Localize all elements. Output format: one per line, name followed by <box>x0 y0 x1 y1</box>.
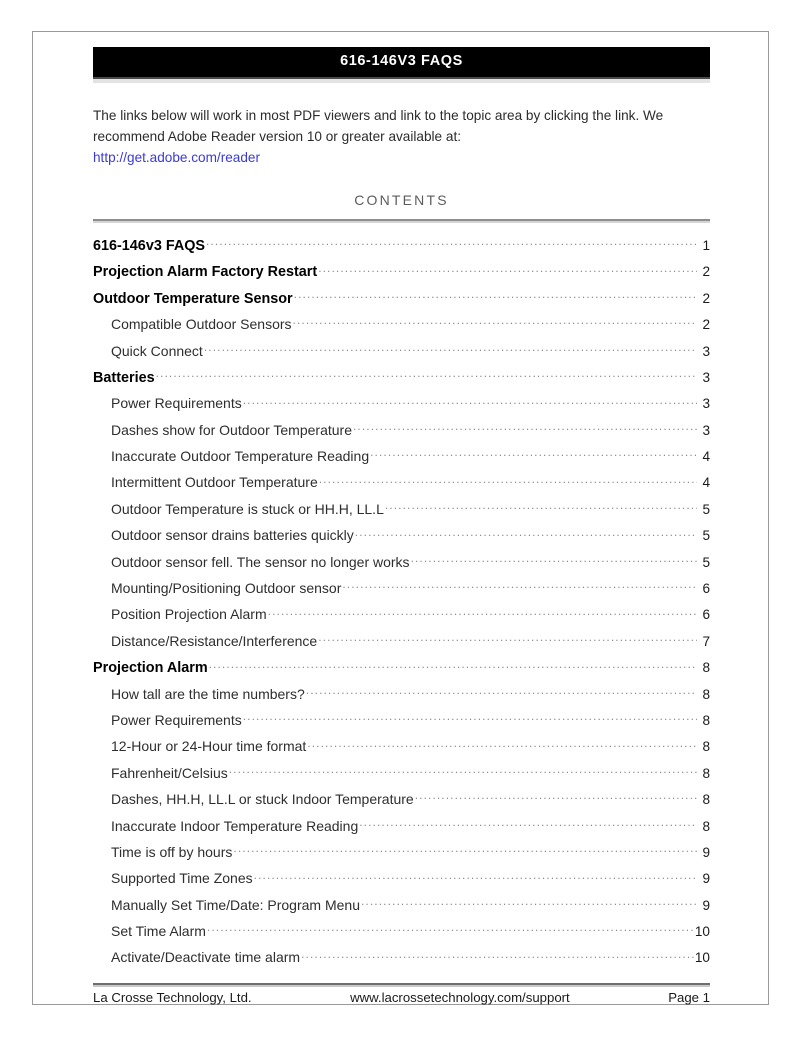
toc-entry[interactable] <box>93 841 710 867</box>
footer-page-number: Page 1 <box>668 990 710 1005</box>
toc-leader-dots <box>318 630 697 646</box>
toc-entry-label: Dashes show for Outdoor Temperature <box>111 421 352 438</box>
toc-entry-label: Outdoor Temperature Sensor <box>93 290 293 307</box>
toc-entry-page-number: 8 <box>702 686 710 702</box>
toc-leader-dots <box>342 577 697 593</box>
toc-leader-dots <box>370 445 697 461</box>
toc-leader-dots <box>307 735 697 751</box>
toc-entry-label: Time is off by hours <box>111 843 233 860</box>
toc-leader-dots <box>359 815 697 831</box>
toc-entry-page-number: 8 <box>702 765 710 781</box>
toc-entry-label: Supported Time Zones <box>111 870 253 887</box>
toc-leader-dots <box>243 709 697 725</box>
toc-leader-dots <box>293 313 697 329</box>
toc-leader-dots <box>294 287 697 303</box>
toc-entry[interactable] <box>93 946 710 972</box>
toc-entry-label: Inaccurate Indoor Temperature Reading <box>111 817 359 834</box>
toc-entry[interactable] <box>93 366 710 392</box>
toc-entry-page-number: 2 <box>702 264 710 280</box>
toc-entry-page-number: 1 <box>702 237 710 253</box>
toc-entry-label: Compatible Outdoor Sensors <box>111 316 292 333</box>
toc-entry-label: How tall are the time numbers? <box>111 685 305 702</box>
toc-entry[interactable] <box>93 630 710 656</box>
toc-leader-dots <box>319 471 697 487</box>
toc-entry[interactable] <box>93 683 710 709</box>
toc-entry[interactable] <box>93 709 710 735</box>
toc-entry-page-number: 5 <box>702 554 710 570</box>
toc-entry-page-number: 8 <box>702 660 710 676</box>
toc-entry-label: Quick Connect <box>111 342 203 359</box>
toc-entry-label: Distance/Resistance/Interference <box>111 632 318 649</box>
toc-entry[interactable] <box>93 234 710 260</box>
toc-leader-dots <box>243 392 697 408</box>
adobe-reader-link[interactable]: http://get.adobe.com/reader <box>93 149 261 165</box>
contents-heading: CONTENTS <box>354 191 449 208</box>
toc-entry[interactable] <box>93 894 710 920</box>
toc-entry-label: Manually Set Time/Date: Program Menu <box>111 896 360 913</box>
toc-entry[interactable] <box>93 419 710 445</box>
toc-entry-label: Outdoor sensor drains batteries quickly <box>111 527 354 544</box>
toc-entry-label: Mounting/Positioning Outdoor sensor <box>111 580 342 597</box>
toc-entry-label: Power Requirements <box>111 711 242 728</box>
toc-leader-dots <box>301 946 694 962</box>
toc-entry-page-number: 2 <box>702 290 710 306</box>
toc-leader-dots <box>306 683 697 699</box>
toc-entry[interactable] <box>93 577 710 603</box>
toc-entry-page-number: 10 <box>694 924 710 940</box>
toc-entry[interactable] <box>93 788 710 814</box>
toc-leader-dots <box>254 867 697 883</box>
toc-entry-label: Projection Alarm Factory Restart <box>93 264 318 281</box>
toc-entry-page-number: 3 <box>702 343 710 359</box>
footer-divider-light <box>93 985 710 987</box>
toc-leader-dots <box>415 788 697 804</box>
toc-entry-page-number: 7 <box>702 633 710 649</box>
intro-paragraph <box>93 105 683 168</box>
toc-entry[interactable] <box>93 603 710 629</box>
toc-entry-page-number: 8 <box>702 712 710 728</box>
toc-entry[interactable] <box>93 524 710 550</box>
intro-text: The links below will work in most PDF viewers and link to the topic area by clicking the link. We recommend Adobe Reader version 10 or greater available at: <box>93 107 664 144</box>
toc-entry-label: Inaccurate Outdoor Temperature Reading <box>111 448 370 465</box>
toc-entry-label: Dashes, HH.H, LL.L or stuck Indoor Temperature <box>111 791 414 808</box>
toc-entry-page-number: 6 <box>702 581 710 597</box>
toc-entry[interactable] <box>93 498 710 524</box>
toc-entry-page-number: 5 <box>702 501 710 517</box>
toc-entry-page-number: 9 <box>702 871 710 887</box>
toc-entry[interactable] <box>93 260 710 286</box>
footer-company: La Crosse Technology, Ltd. <box>93 990 252 1005</box>
toc-entry-label: Projection Alarm <box>93 660 208 677</box>
toc-entry-page-number: 8 <box>702 792 710 808</box>
toc-entry-label: 616-146v3 FAQS <box>93 237 205 254</box>
toc-entry[interactable] <box>93 392 710 418</box>
document-title-bar <box>93 47 710 83</box>
toc-entry-label: Set Time Alarm <box>111 923 206 940</box>
toc-entry-label: Power Requirements <box>111 395 242 412</box>
page-content <box>93 47 710 973</box>
toc-leader-dots <box>385 498 697 514</box>
toc-entry-label: Intermittent Outdoor Temperature <box>111 474 318 491</box>
toc-leader-dots <box>206 234 697 250</box>
toc-leader-dots <box>156 366 697 382</box>
toc-entry[interactable] <box>93 471 710 497</box>
toc-entry[interactable] <box>93 920 710 946</box>
toc-entry[interactable] <box>93 313 710 339</box>
toc-leader-dots <box>361 894 697 910</box>
toc-entry[interactable] <box>93 287 710 313</box>
toc-entry-label: Outdoor sensor fell. The sensor no longer works <box>111 553 410 570</box>
toc-entry[interactable] <box>93 445 710 471</box>
toc-entry[interactable] <box>93 815 710 841</box>
toc-entry-page-number: 3 <box>702 369 710 385</box>
toc-entry-label: Batteries <box>93 369 155 386</box>
toc-entry-page-number: 9 <box>702 897 710 913</box>
toc-entry-page-number: 3 <box>702 396 710 412</box>
toc-entry-page-number: 4 <box>702 449 710 465</box>
toc-leader-dots <box>207 920 694 936</box>
toc-entry-page-number: 9 <box>702 844 710 860</box>
toc-leader-dots <box>411 551 697 567</box>
contents-divider-light <box>93 221 710 223</box>
toc-entry-page-number: 5 <box>702 528 710 544</box>
toc-entry-page-number: 2 <box>702 317 710 333</box>
toc-entry[interactable] <box>93 340 710 366</box>
toc-leader-dots <box>233 841 697 857</box>
toc-entry[interactable] <box>93 656 710 682</box>
title-bar-shadow-light <box>93 79 710 83</box>
toc-entry[interactable] <box>93 867 710 893</box>
toc-leader-dots <box>204 340 697 356</box>
toc-entry[interactable] <box>93 762 710 788</box>
toc-entry-page-number: 6 <box>702 607 710 623</box>
toc-entry-page-number: 10 <box>694 950 710 966</box>
toc-entry-page-number: 3 <box>702 422 710 438</box>
toc-entry-label: Position Projection Alarm <box>111 606 267 623</box>
toc-entry-page-number: 8 <box>702 818 710 834</box>
document-title: 616-146V3 FAQS <box>93 47 710 77</box>
document-page <box>32 31 769 1005</box>
toc-entry-label: 12-Hour or 24-Hour time format <box>111 738 307 755</box>
toc-entry-label: Activate/Deactivate time alarm <box>111 949 301 966</box>
toc-leader-dots <box>229 762 697 778</box>
toc-leader-dots <box>353 419 697 435</box>
toc-entry-label: Outdoor Temperature is stuck or HH.H, LL.L <box>111 500 384 517</box>
toc-entry-page-number: 8 <box>702 739 710 755</box>
toc-entry-label: Fahrenheit/Celsius <box>111 764 228 781</box>
toc-entry[interactable] <box>93 551 710 577</box>
page-footer <box>93 990 710 1005</box>
toc-leader-dots <box>355 524 697 540</box>
toc-leader-dots <box>268 603 697 619</box>
toc-entry-page-number: 4 <box>702 475 710 491</box>
footer-support-url: www.lacrossetechnology.com/support <box>350 990 570 1005</box>
toc-leader-dots <box>209 656 697 672</box>
toc-leader-dots <box>318 260 697 276</box>
toc-entry[interactable] <box>93 735 710 761</box>
table-of-contents <box>93 234 710 973</box>
